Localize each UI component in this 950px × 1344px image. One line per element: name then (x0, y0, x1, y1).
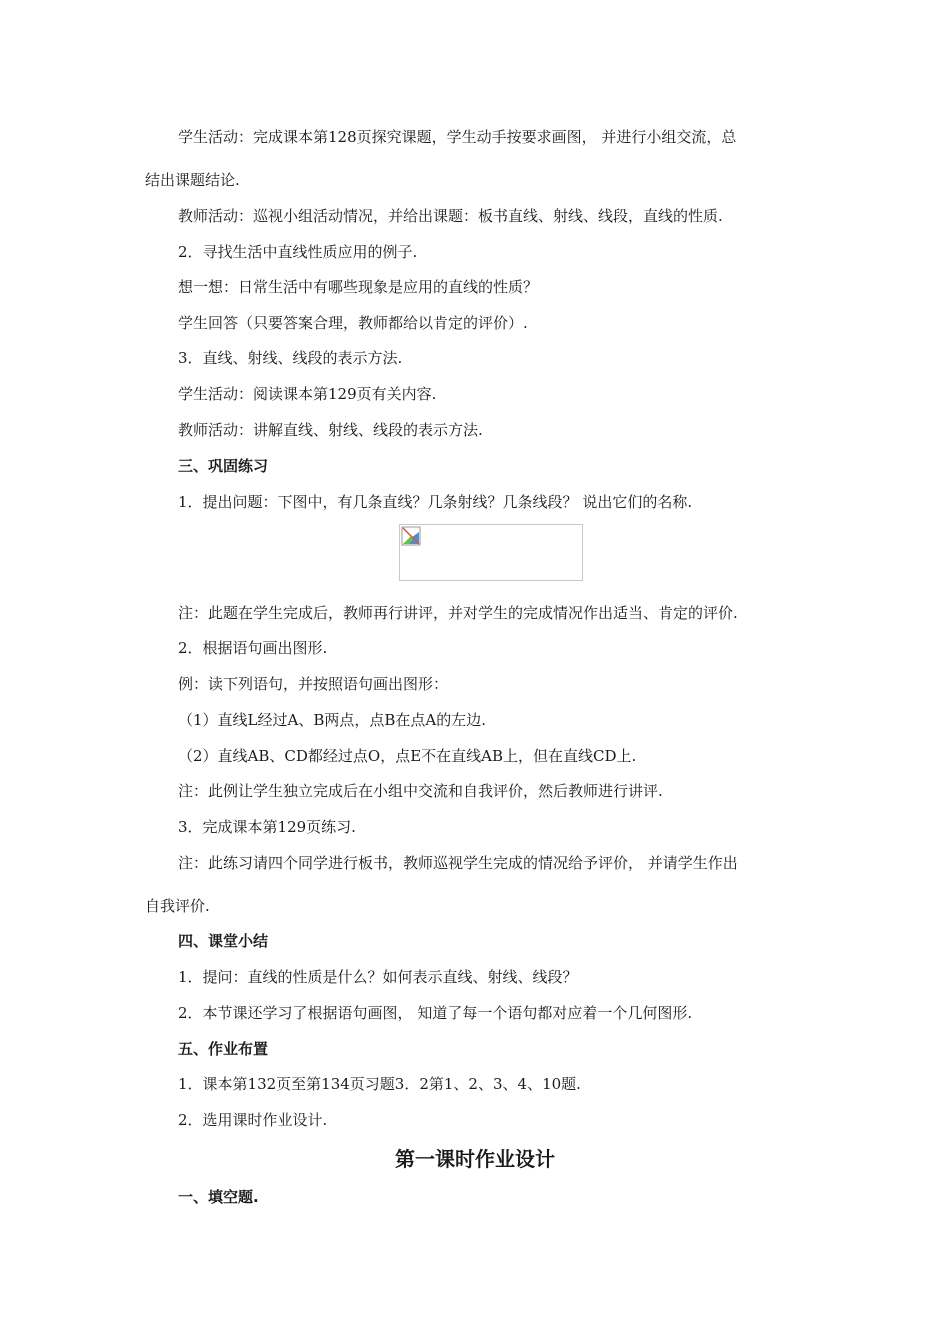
paragraph-line: 学生回答（只要答案合理，教师都给以肯定的评价）. (178, 314, 528, 332)
broken-image-icon (401, 526, 421, 546)
paragraph-line: 2．本节课还学习了根据语句画图， 知道了每一个语句都对应着一个几何图形. (178, 1004, 693, 1022)
paragraph-line: 2．根据语句画出图形. (178, 639, 328, 657)
paragraph-line: 1．课本第132页至第134页习题3．2第1、2、3、4、10题. (178, 1075, 581, 1093)
paragraph-line: 注：此例让学生独立完成后在小组中交流和自我评价，然后教师进行讲评. (178, 782, 663, 800)
section-heading-summary: 四、课堂小结 (178, 932, 269, 950)
paragraph-line: 学生活动：完成课本第128页探究课题，学生动手按要求画图， 并进行小组交流，总 (178, 128, 737, 146)
figure-placeholder (399, 524, 583, 581)
paragraph-line: 3．完成课本第129页练习. (178, 818, 356, 836)
paragraph-line: 1．提出问题：下图中，有几条直线？几条射线？几条线段？ 说出它们的名称. (178, 493, 693, 511)
paragraph-line: 注：此练习请四个同学进行板书，教师巡视学生完成的情况给予评价， 并请学生作出 (178, 854, 738, 872)
paragraph-line: 2．选用课时作业设计. (178, 1111, 328, 1129)
paragraph-line: 1．提问：直线的性质是什么？如何表示直线、射线、线段？ (178, 968, 578, 986)
paragraph-line: 教师活动：讲解直线、射线、线段的表示方法. (178, 421, 483, 439)
paragraph-line: （1）直线L经过A、B两点，点B在点A的左边. (178, 711, 486, 729)
paragraph-line: 自我评价. (145, 897, 210, 915)
section-heading-homework: 五、作业布置 (178, 1040, 269, 1058)
section-title: 第一课时作业设计 (395, 1147, 555, 1171)
paragraph-line: 注：此题在学生完成后，教师再行讲评，并对学生的完成情况作出适当、肯定的评价. (178, 604, 738, 622)
paragraph-line: 结出课题结论. (145, 171, 240, 189)
paragraph-line: 3．直线、射线、线段的表示方法. (178, 349, 403, 367)
paragraph-line: 想一想：日常生活中有哪些现象是应用的直线的性质？ (178, 278, 539, 296)
section-heading-practice: 三、巩固练习 (178, 457, 269, 475)
paragraph-line: （2）直线AB、CD都经过点O，点E不在直线AB上，但在直线CD上. (178, 747, 637, 765)
paragraph-line: 2．寻找生活中直线性质应用的例子. (178, 243, 418, 261)
sub-heading-fill-in-blank: 一、填空题. (178, 1188, 259, 1206)
paragraph-line: 例：读下列语句，并按照语句画出图形： (178, 675, 449, 693)
paragraph-line: 学生活动：阅读课本第129页有关内容. (178, 385, 437, 403)
paragraph-line: 教师活动：巡视小组活动情况，并给出课题：板书直线、射线、线段，直线的性质. (178, 207, 723, 225)
